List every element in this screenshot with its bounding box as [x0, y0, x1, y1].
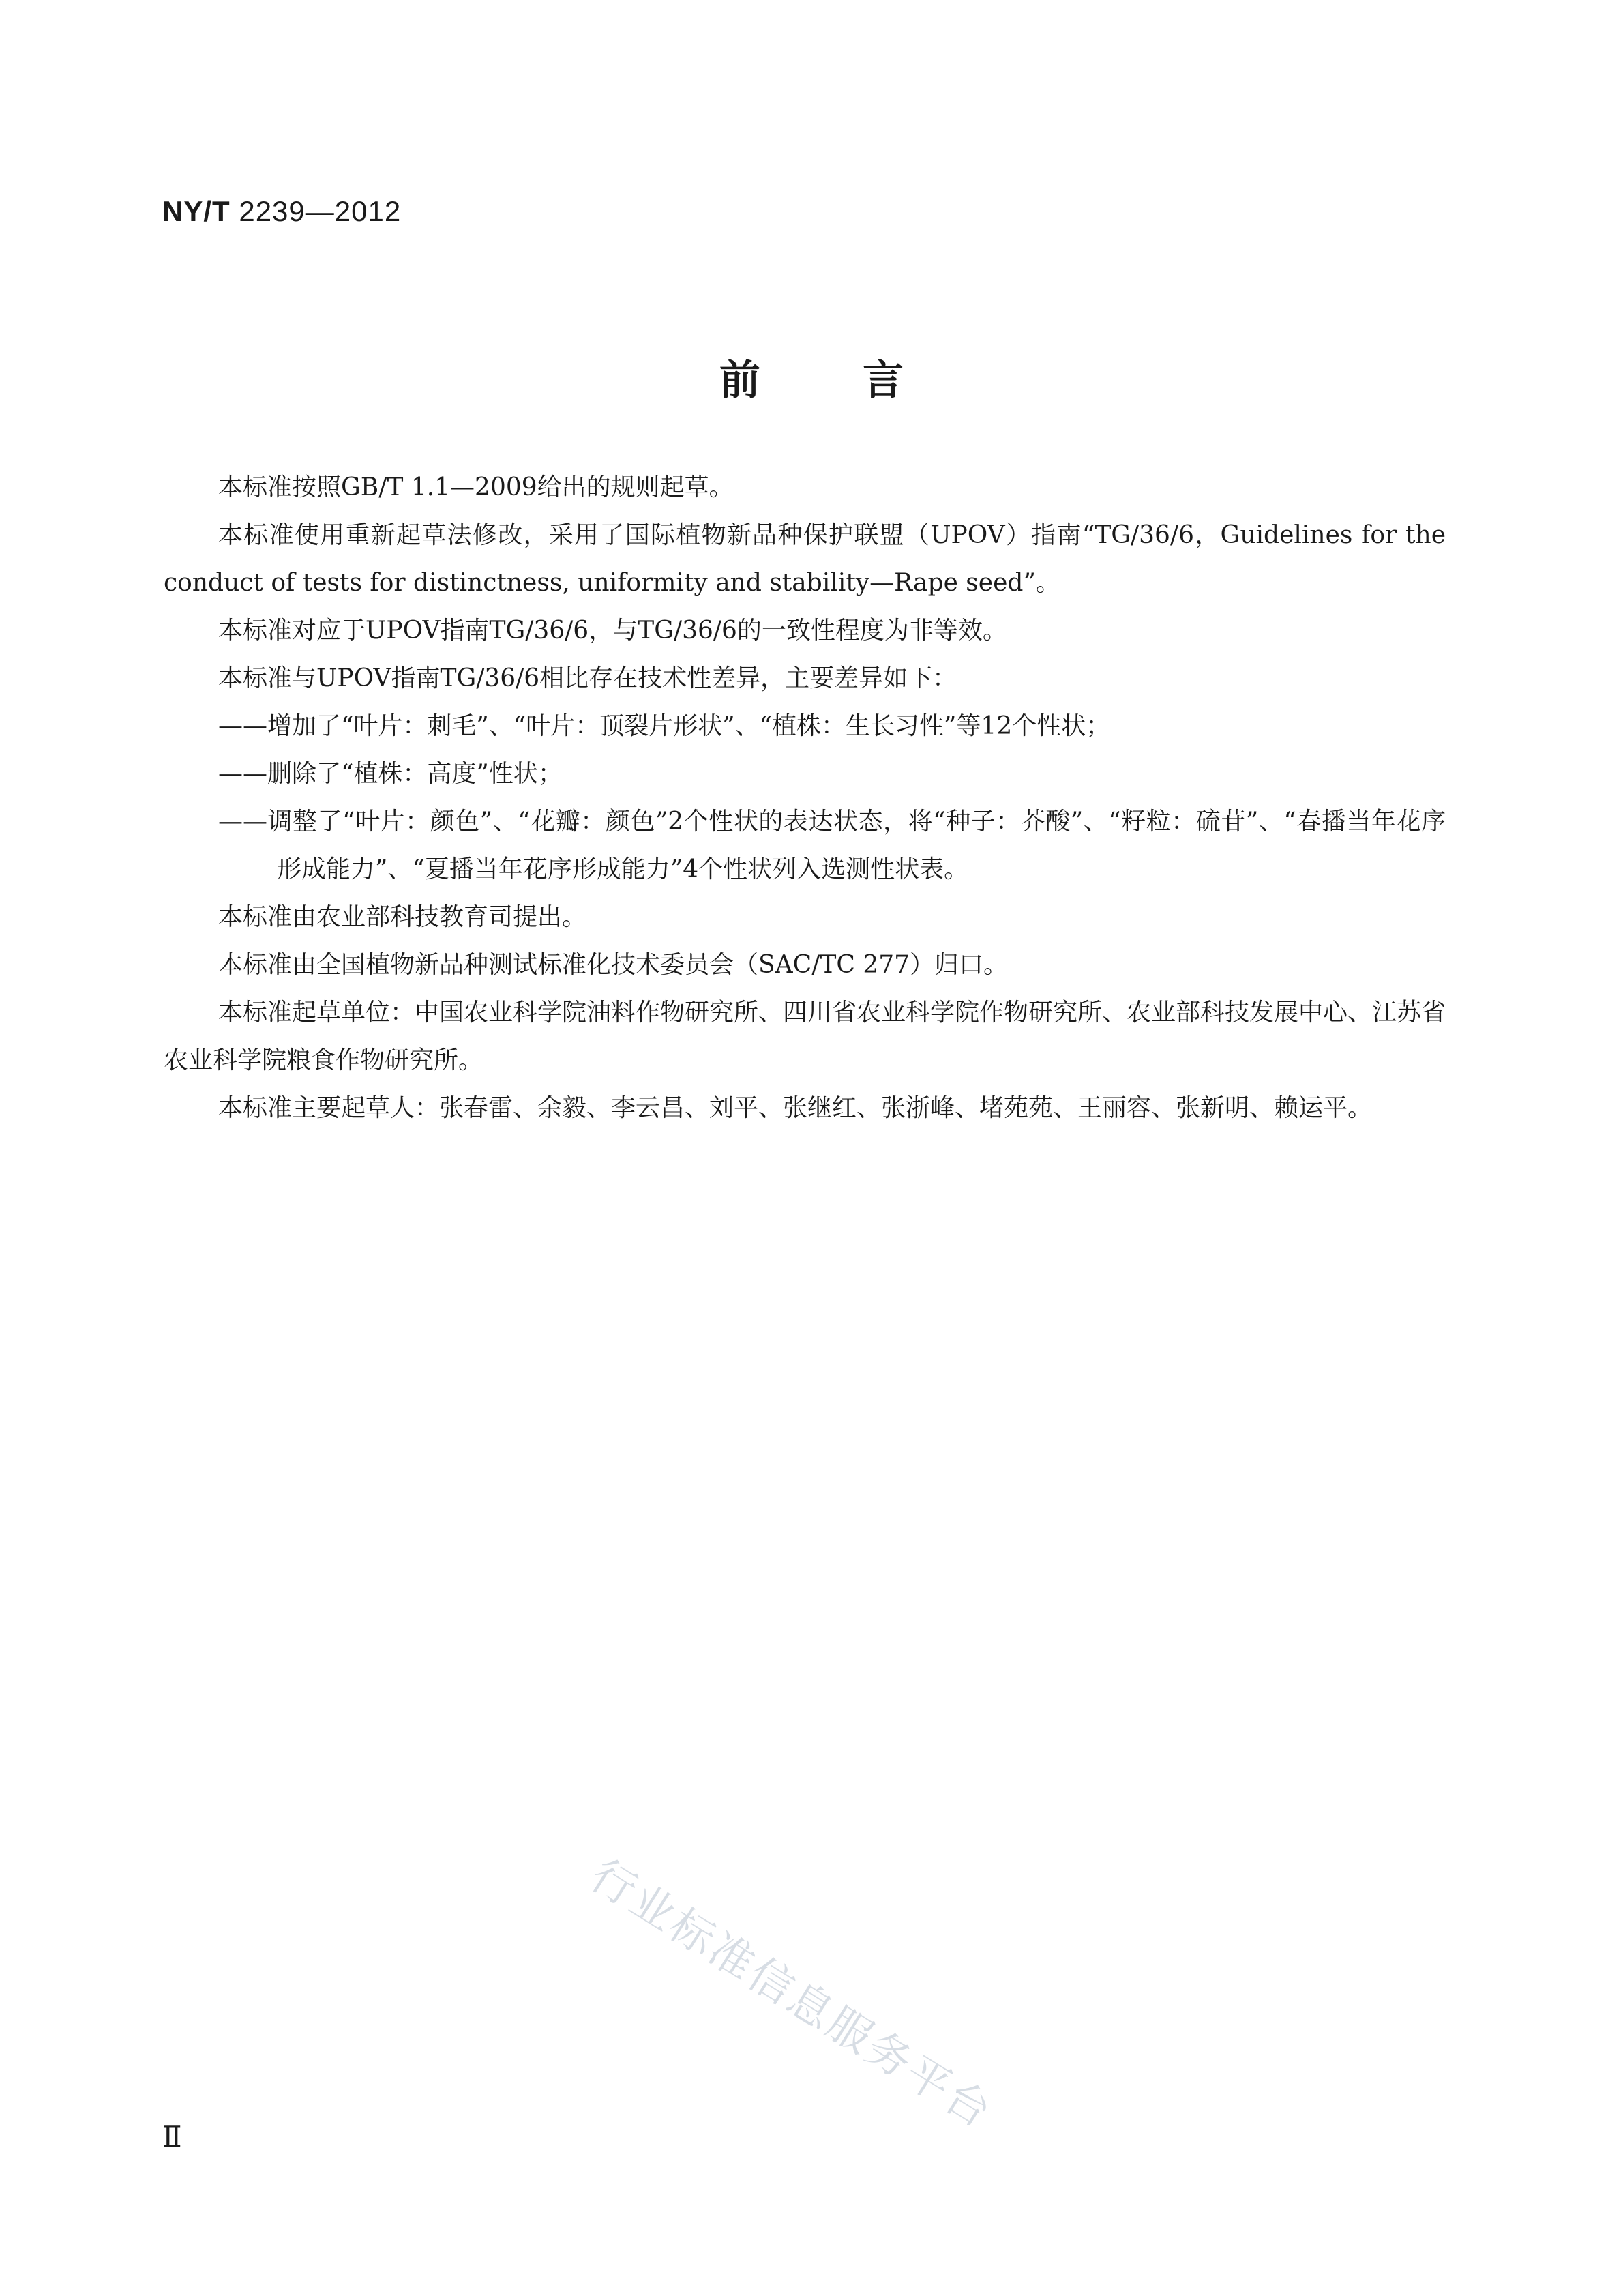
foreword-body: [164, 464, 1446, 1132]
paragraph-proposer: 本标准由农业部科技教育司提出。: [218, 903, 587, 931]
difference-item-added: ——增加了“叶片：刺毛”、“叶片：顶裂片形状”、“植株：生长习性”等12个性状；: [218, 712, 1111, 740]
watermark-text: 行业标准信息服务平台: [581, 1850, 1002, 2139]
difference-item-adjusted: ——调整了“叶片：颜色”、“花瓣：颜色”2个性状的表达状态，将“种子：芥酸”、“籽粒：硫苷”、“春播当年花序形成能力”、“夏播当年花序形成能力”4个性状列入选测性状表。: [218, 808, 1446, 883]
standard-code-prefix: NY/T: [162, 195, 230, 227]
page-title: 前言: [719, 357, 1006, 404]
standard-code: [162, 195, 401, 228]
standard-code-number: 2239—2012: [239, 195, 402, 227]
paragraph-correspondence: 本标准对应于UPOV指南TG/36/6，与TG/36/6的一致性程度为非等效。: [218, 617, 1007, 645]
paragraph-drafters: 本标准主要起草人：张春雷、余毅、李云昌、刘平、张继红、张浙峰、堵苑苑、王丽容、张新明、赖运平。: [218, 1094, 1373, 1122]
paragraph-drafting-units: 本标准起草单位：中国农业科学院油料作物研究所、四川省农业科学院作物研究所、农业部科技发展中心、江苏省农业科学院粮食作物研究所。: [164, 999, 1446, 1074]
paragraph-committee: 本标准由全国植物新品种测试标准化技术委员会（SAC/TC 277）归口。: [218, 951, 1009, 979]
page-number: Ⅱ: [162, 2120, 182, 2153]
paragraph-adoption: 本标准使用重新起草法修改，采用了国际植物新品种保护联盟（UPOV）指南“TG/36/6，Guidelines for the conduct of tests for distinctness, uniformity and stability—Rape seed”。: [164, 521, 1446, 597]
paragraph-differences-intro: 本标准与UPOV指南TG/36/6相比存在技术性差异，主要差异如下：: [218, 664, 957, 692]
difference-item-deleted: ——删除了“植株：高度”性状；: [218, 760, 563, 788]
paragraph-drafting-rules: 本标准按照GB/T 1.1—2009给出的规则起草。: [218, 473, 734, 501]
